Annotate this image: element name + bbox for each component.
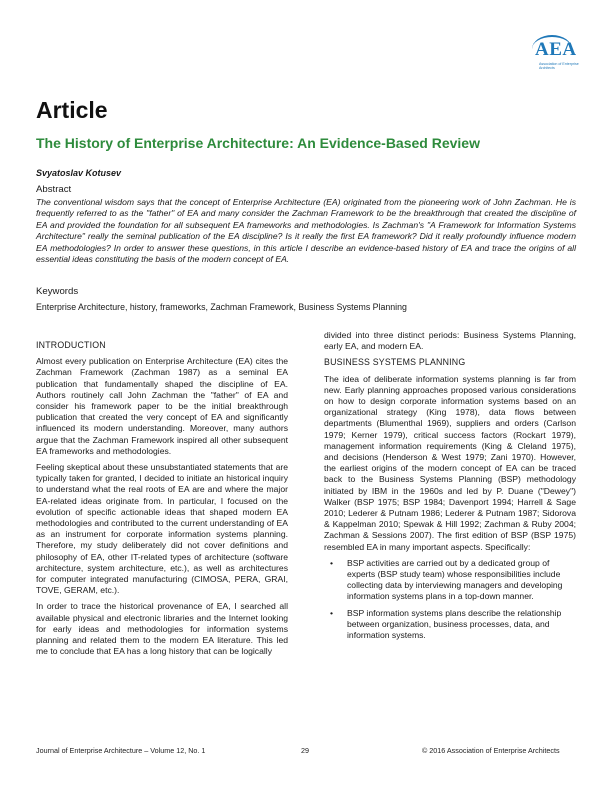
- keywords-text: Enterprise Architecture, history, frameworks, Zachman Framework, Business Systems Planning: [36, 302, 407, 312]
- footer-journal: Journal of Enterprise Architecture – Volume 12, No. 1: [36, 746, 206, 755]
- logo-arc-icon: [532, 35, 572, 63]
- list-item-text: BSP activities are carried out by a dedicated group of experts (BSP study team) whose responsibilities include collecting data by interviewing managers and developing information systems plans in a top-down manner.: [347, 557, 563, 602]
- body-paragraph: The idea of deliberate information systems planning is far from new. Early planning approaches proposed various considerations on how to design corporate information systems based on an organizational strategy (King 1978), data flows between departments (Blumenthal 1969), suppliers and orders (Carlson 1979; Kerner 1979), critical success factors (Rockart 1979), management information requirements (King & Cleland 1975), and decisions (Henderson & West 1979; Zani 1970). However, the earliest origins of the modern concept of EA can be traced back to the Business Systems Planning (BSP) methodology initiated by IBM in the 1960s and led by P. Duane ("Dewey") Walker (BSP 1975; BSP 1984; Davenport 1994; Harrell & Sage 2010; Lederer & Putnam 1986; Lederer & Putnam 1987; Sidorova & Kappelman 2010; Spewak & Hill 1992; Zachman & Ruby 2004; Zachman & Sessions 2007). The first edition of BSP (BSP 1975) resembled EA in many important aspects. Specifically:: [324, 373, 576, 552]
- abstract-heading: Abstract: [36, 184, 72, 195]
- bullet-icon: •: [330, 607, 334, 618]
- right-column: [324, 330, 576, 646]
- article-label: Article: [36, 97, 108, 123]
- body-paragraph: Almost every publication on Enterprise Architecture (EA) cites the Zachman Framework (Zachman 1987) as a seminal EA publication that fundamentally shaped the discipline of EA. Authors routinely call John Zachman the "father" of EA and consider his framework paper to be the initial breakthrough publication that created the very concept of EA and significantly influenced its modern understanding. Moreover, many authors argue that the Zachman Framework inspired all other subsequent EA frameworks and methodologies.: [36, 356, 288, 456]
- footer-copyright: © 2016 Association of Enterprise Architects: [422, 746, 560, 755]
- abstract-text: The conventional wisdom says that the concept of Enterprise Architecture (EA) originated from the pioneering work of John Zachman. He is frequently referred to as the "father" of EA and many consider the Zachman Framework to be the breakthrough that created the discipline of EA and provided the foundation for all subsequent EA frameworks and methodologies. Is Zachman's "A Framework for Information Systems Architecture" really the seminal publication of the EA discipline? Is it really the first EA framework? Did it really profoundly influence modern EA methodologies? In order to answer these questions, in this article I describe an evidence-based history of EA and trace the origins of all essential ideas constituting the basis of the modern concept of EA.: [36, 197, 576, 265]
- left-column: [36, 340, 288, 662]
- logo-mark: AEA: [535, 39, 577, 60]
- section-heading-bsp: BUSINESS SYSTEMS PLANNING: [324, 357, 466, 368]
- bullet-list: [324, 558, 576, 641]
- list-item: [330, 607, 576, 642]
- body-paragraph: In order to trace the historical provenance of EA, I searched all available physical and electronic libraries and the Internet looking for early ideas and methodologies for information systems planning and related them to the modern EA literature. This led me to conclude that EA has a long history that can be logically: [36, 601, 288, 657]
- bullet-icon: •: [330, 557, 334, 568]
- article-title: The History of Enterprise Architecture: An Evidence-Based Review: [36, 135, 480, 151]
- body-paragraph-continuation: divided into three distinct periods: Business Systems Planning, early EA, and modern EA.: [324, 330, 576, 352]
- logo-tagline: Association of Enterprise Architects: [539, 62, 579, 71]
- author-name: Svyatoslav Kotusev: [36, 168, 122, 178]
- section-heading-introduction: INTRODUCTION: [36, 340, 106, 350]
- keywords-heading: Keywords: [36, 286, 79, 297]
- footer-page-number: 29: [301, 746, 309, 755]
- body-paragraph: Feeling skeptical about these unsubstantiated statements that are typically taken for granted, I decided to initiate an historical inquiry to understand what the real roots of EA are and where the major EA-related ideas originate from. In particular, I focused on the evolution of specific actionable ideas that shaped modern EA methodologies and contributed to the current understanding of EA as an instrument for corporate information systems planning. Therefore, my study deliberately did not cover definitions and philosophy of EA, other IT-related types of architecture (software architecture, system architecture, etc.), as well as architectures for computer integrated manufacturing (CIMOSA, PERA, GRAI, TOVE, GERAM, etc.).: [36, 462, 288, 596]
- aea-logo: [529, 38, 579, 78]
- list-item: [330, 557, 576, 603]
- list-item-text: BSP information systems plans describe the relationship between organization, business processes, data, and information systems.: [347, 607, 562, 641]
